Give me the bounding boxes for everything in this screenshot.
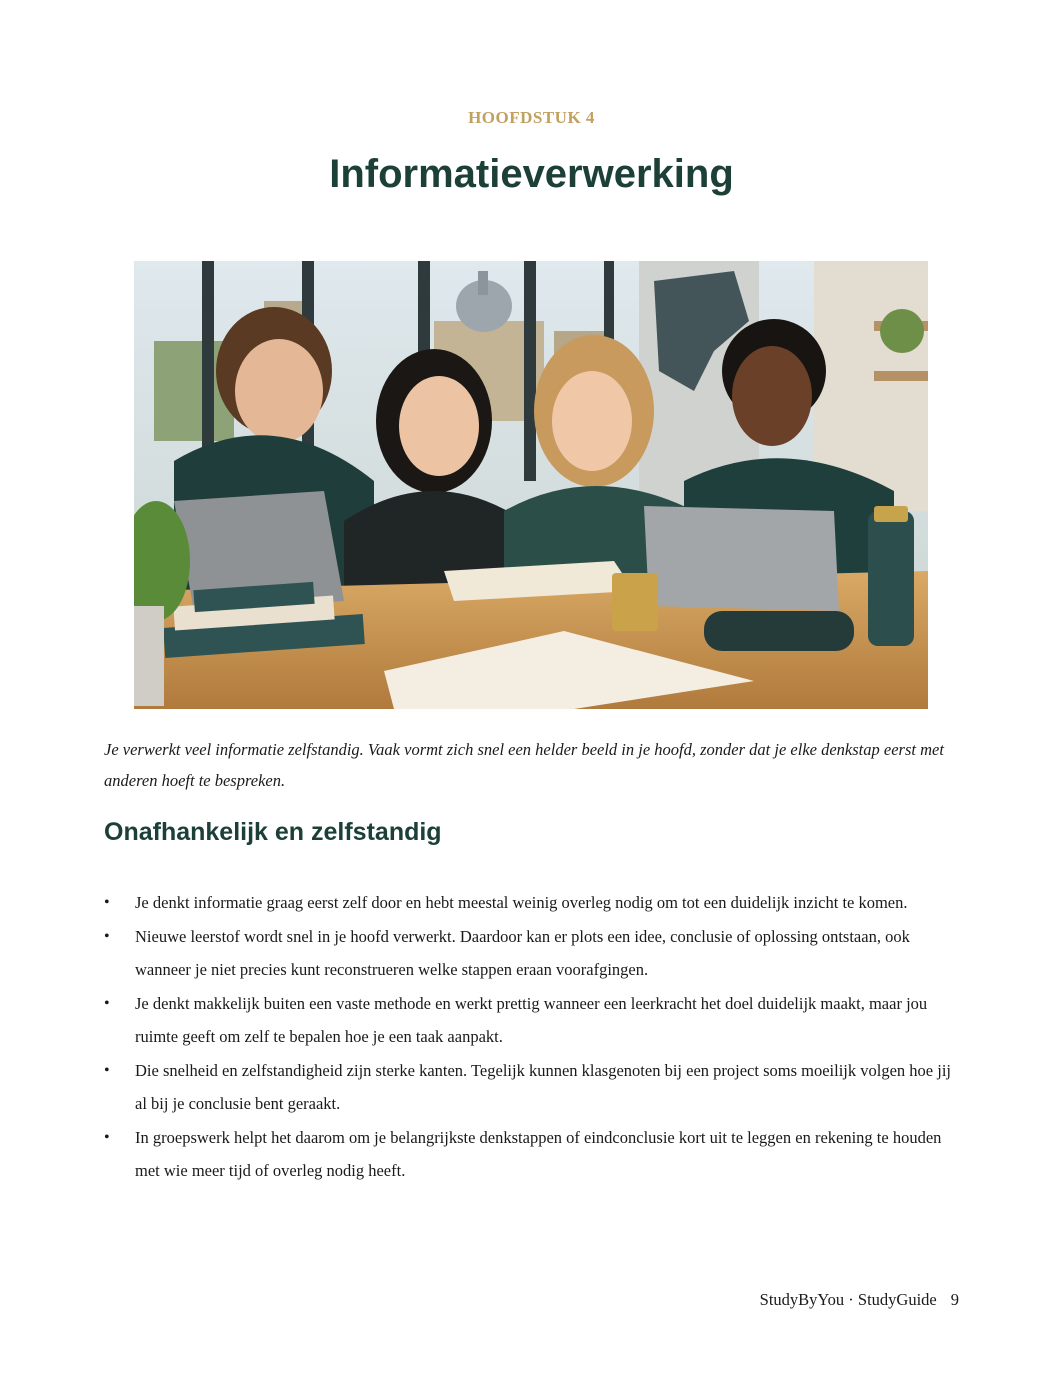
bullet-icon: • bbox=[104, 927, 110, 945]
list-item bbox=[104, 920, 954, 987]
list-item-text: Je denkt makkelijk buiten een vaste methode en werkt prettig wanneer een leerkracht het doel duidelijk maakt, maar jou ruimte geeft om zelf te bepalen hoe je een taak aanpakt. bbox=[135, 993, 928, 1046]
bullet-icon: • bbox=[104, 1061, 110, 1079]
study-group-photo bbox=[134, 261, 928, 709]
footer-brand: StudyByYou · StudyGuide bbox=[759, 1290, 937, 1309]
list-item-text: Nieuwe leerstof wordt snel in je hoofd verwerkt. Daardoor kan er plots een idee, conclusie of oplossing ontstaan, ook wanneer je niet precies kunt reconstrueren welke stappen eraan voorafgingen. bbox=[135, 926, 910, 979]
bullet-icon: • bbox=[104, 994, 110, 1012]
page-number: 9 bbox=[950, 1290, 959, 1309]
list-item-text: Je denkt informatie graag eerst zelf door en hebt meestal weinig overleg nodig om tot een duidelijk inzicht te komen. bbox=[135, 893, 908, 912]
section-heading: Onafhankelijk en zelfstandig bbox=[104, 818, 442, 846]
list-item bbox=[104, 1121, 954, 1188]
list-item bbox=[104, 1054, 954, 1121]
chapter-title: Informatieverwerking bbox=[329, 152, 734, 196]
list-item-text: Die snelheid en zelfstandigheid zijn sterke kanten. Tegelijk kunnen klasgenoten bij een project soms moeilijk volgen hoe jij al bij je conclusie bent geraakt. bbox=[135, 1060, 951, 1113]
page-footer bbox=[760, 1290, 959, 1310]
list-item bbox=[104, 886, 954, 920]
list-item-text: In groepswerk helpt het daarom om je belangrijkste denkstappen of eindconclusie kort uit te leggen en rekening te houden met wie meer tijd of overleg nodig heeft. bbox=[135, 1127, 942, 1180]
bullet-list bbox=[104, 886, 954, 1188]
list-item bbox=[104, 987, 954, 1054]
bullet-icon: • bbox=[104, 1128, 110, 1146]
photo-caption: Je verwerkt veel informatie zelfstandig. Vaak vormt zich snel een helder beeld in je hoofd, zonder dat je elke denkstap eerst met anderen hoeft te bespreken. bbox=[104, 740, 944, 790]
chapter-label: HOOFDSTUK 4 bbox=[468, 108, 595, 127]
bullet-icon: • bbox=[104, 894, 110, 911]
